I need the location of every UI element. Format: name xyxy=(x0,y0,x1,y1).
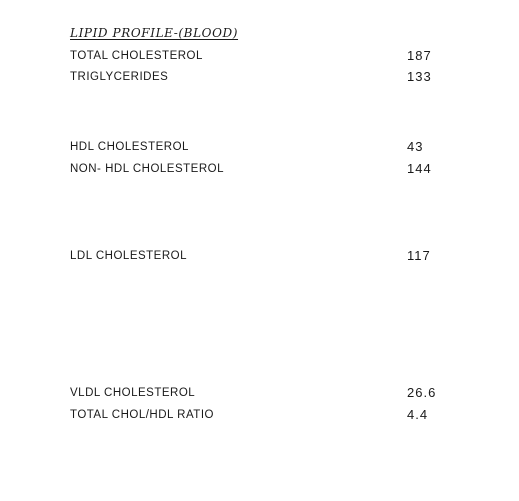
test-name: HDL CHOLESTEROL xyxy=(70,141,189,153)
test-name: TOTAL CHOL/HDL RATIO xyxy=(70,409,214,421)
test-value: 26.6 xyxy=(407,385,437,400)
test-value: 133 xyxy=(407,69,432,84)
test-row-non-hdl-cholesterol xyxy=(0,160,519,178)
test-row-ldl-cholesterol xyxy=(0,247,519,265)
test-name: TRIGLYCERIDES xyxy=(70,71,169,83)
test-name: LDL CHOLESTEROL xyxy=(70,250,187,262)
test-value: 117 xyxy=(407,248,431,263)
report-title: LIPID PROFILE-(BLOOD) xyxy=(70,26,239,40)
test-name: NON- HDL CHOLESTEROL xyxy=(70,163,224,175)
test-row-hdl-cholesterol xyxy=(0,138,519,156)
test-row-chol-hdl-ratio xyxy=(0,406,519,424)
test-row-total-cholesterol xyxy=(0,47,519,65)
test-value: 43 xyxy=(407,139,424,154)
test-value: 144 xyxy=(407,161,432,176)
test-row-vldl-cholesterol xyxy=(0,384,519,402)
test-value: 187 xyxy=(407,48,432,63)
test-name: TOTAL CHOLESTEROL xyxy=(70,50,203,62)
test-name: VLDL CHOLESTEROL xyxy=(70,387,196,399)
test-row-triglycerides xyxy=(0,68,519,86)
test-value: 4.4 xyxy=(407,407,429,422)
